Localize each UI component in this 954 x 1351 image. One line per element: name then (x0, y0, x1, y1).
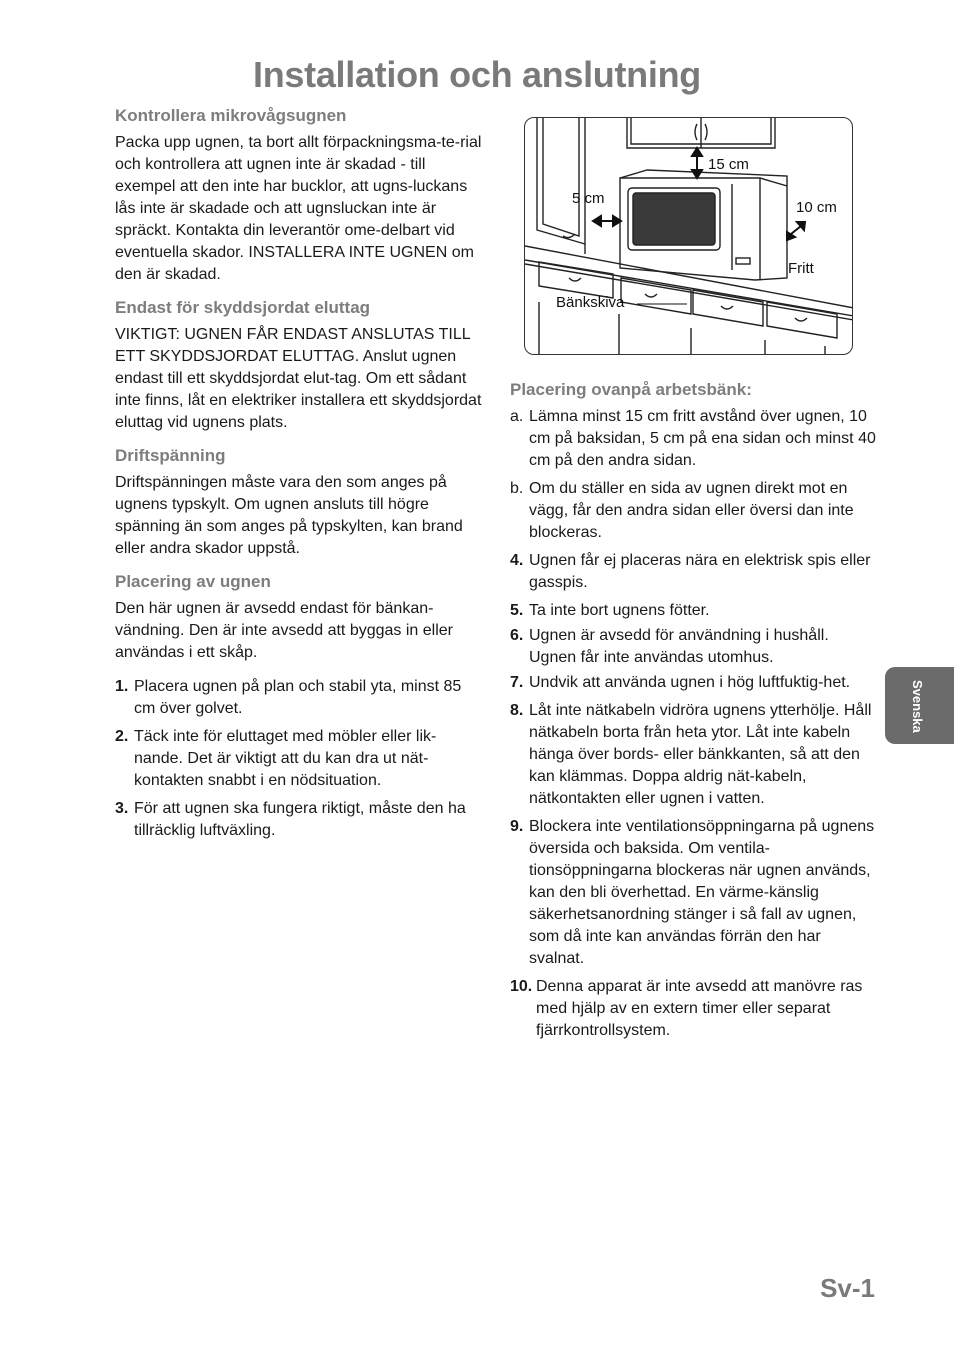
list-item (115, 676, 485, 720)
list-item (510, 478, 876, 544)
list-item (510, 406, 876, 472)
section-heading: Placering av ugnen (115, 572, 271, 591)
item-text: Låt inte nätkabeln vidröra ugnens ytterhölje. Håll nätkabeln borta från heta ytor. Låt inte kabeln hänga över bords- eller bänkkanten, så att den kan klämmas. Doppa aldrig nät-kabeln, nätkontakten eller ugnen i vatten. (529, 702, 872, 807)
item-number: 7. (510, 674, 524, 691)
section-check-oven (115, 106, 485, 286)
right-column (510, 380, 876, 1048)
section-heading: Kontrollera mikrovågsugnen (115, 106, 347, 125)
list-item (510, 976, 876, 1042)
list-item (510, 816, 876, 970)
left-column (115, 106, 485, 848)
section-heading: Driftspänning (115, 446, 226, 465)
countertop-label: Bänkskiva (556, 294, 625, 311)
item-number: 9. (510, 818, 524, 835)
item-number: 8. (510, 702, 524, 719)
item-text: Blockera inte ventilationsöppningarna på ugnens översida och baksida. Om ventila-tionsöppningarna blockeras när ugnen används, kan den bli överhettad. En värme-känslig säkerhetsanordning stänger i så fall av ugnen, som då inte kan användas förrän den har svalnat. (529, 818, 875, 967)
list-item (510, 672, 876, 694)
list-item (115, 726, 485, 792)
language-tab-label: Svenska (910, 679, 925, 733)
list-item (510, 550, 876, 594)
item-number: 2. (115, 728, 129, 745)
item-text: Placera ugnen på plan och stabil yta, minst 85 cm över golvet. (134, 678, 462, 717)
clearance-top-label: 15 cm (708, 156, 749, 173)
item-text: Denna apparat är inte avsedd att manövre ras med hjälp av en extern timer eller separat fjärrkontrollsystem. (536, 978, 863, 1039)
item-number: 10. (510, 978, 533, 995)
item-text: Om du ställer en sida av ugnen direkt mot en vägg, får den andra sidan eller översi dan inte blockeras. (529, 480, 854, 541)
section-text: Packa upp ugnen, ta bort allt förpackningsma-te-rial och kontrollera att ugnen inte är skadad - till exempel att den inte har bucklor, att ugns-luckans lås inte är skadade och att ugnsluckan inte är spräckt. Kontakta din leverantör ome-delbart vid eventuella skador. INSTALLERA INTE UGNEN om den är skadad. (115, 134, 482, 283)
item-text: Ugnen får ej placeras nära en elektrisk spis eller gasspis. (529, 552, 871, 591)
item-number: 3. (115, 800, 129, 817)
section-text: Den här ugnen är avsedd endast för bänkan-vändning. Den är inte avsedd att byggas in eller användas i ett skåp. (115, 600, 453, 661)
section-voltage (115, 446, 485, 560)
item-number: 1. (115, 678, 129, 695)
free-side-label: Fritt (788, 260, 814, 277)
item-letter: a. (510, 408, 524, 425)
list-item (510, 700, 876, 810)
kitchen-illustration (525, 118, 853, 355)
section-heading: Placering ovanpå arbetsbänk: (510, 380, 752, 399)
section-placement (115, 572, 485, 664)
clearance-back-label: 10 cm (796, 199, 837, 216)
section-text: Driftspänningen måste vara den som anges på ugnens typskylt. Om ugnen ansluts till högre spänning än som anges på typskylten, kan brand eller andra skador uppstå. (115, 474, 463, 557)
section-grounded-outlet (115, 298, 485, 434)
item-text: Undvik att använda ugnen i hög luftfuktig-het. (529, 674, 851, 691)
list-item (510, 625, 876, 669)
countertop-list (510, 406, 876, 1042)
item-number: 4. (510, 552, 524, 569)
item-text: Lämna minst 15 cm fritt avstånd över ugnen, 10 cm på baksidan, 5 cm på ena sidan och minst 40 cm på den andra sidan. (529, 408, 876, 469)
item-letter: b. (510, 480, 524, 497)
section-text: VIKTIGT: UGNEN FÅR ENDAST ANSLUTAS TILL ETT SKYDDSJORDAT ELUTTAG. Anslut ugnen endast till ett skyddsjordat elut-tag. Om ett sådant inte finns, låt en elektriker installera ett skyddsjordat eluttag vid ugnens plats. (115, 326, 482, 431)
item-number: 6. (510, 627, 524, 644)
item-number: 5. (510, 602, 524, 619)
installation-diagram (524, 117, 853, 355)
language-tab (885, 667, 954, 744)
clearance-side-label: 5 cm (572, 190, 605, 207)
page-title: Installation och anslutning (253, 54, 701, 95)
section-heading: Endast för skyddsjordat eluttag (115, 298, 371, 317)
item-text: För att ugnen ska fungera riktigt, måste den ha tillräcklig luftväxling. (134, 800, 466, 839)
item-text: Ugnen är avsedd för användning i hushåll. Ugnen får inte användas utomhus. (529, 627, 829, 666)
list-item (115, 798, 485, 842)
item-text: Täck inte för eluttaget med möbler eller lik-nande. Det är viktigt att du kan dra ut nät-kontakten snabbt i en nödsituation. (134, 728, 437, 789)
item-text: Ta inte bort ugnens fötter. (529, 602, 710, 619)
list-item (510, 600, 876, 622)
page-number: Sv-1 (820, 1273, 875, 1303)
placement-list (115, 676, 485, 842)
